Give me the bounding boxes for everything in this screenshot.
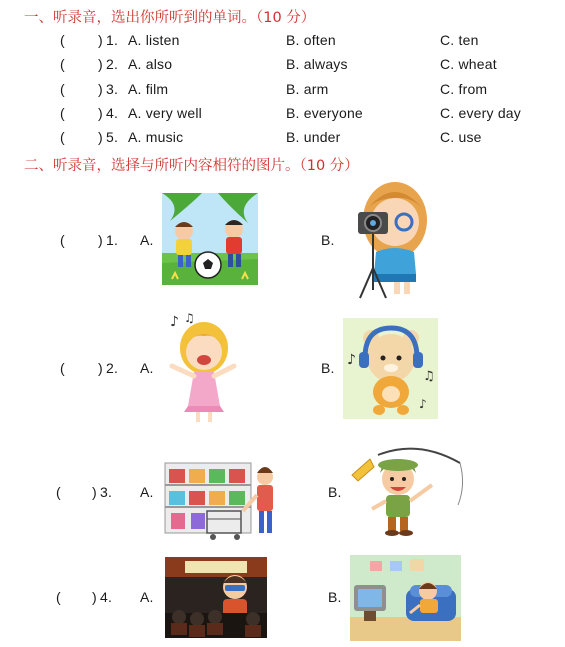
- option-a-label: A.: [140, 232, 154, 248]
- answer-bracket-open[interactable]: (: [60, 105, 65, 121]
- list-item: [0, 81, 565, 103]
- option-b-label: B.: [328, 589, 342, 605]
- list-item: [0, 32, 565, 54]
- list-item: [0, 129, 565, 151]
- cinema-audience-image[interactable]: [165, 557, 267, 638]
- option-b: B. everyone: [286, 105, 363, 121]
- item-number: 2.: [106, 360, 119, 376]
- answer-bracket-open[interactable]: (: [60, 56, 65, 72]
- list-item: [0, 105, 565, 127]
- answer-bracket-close: ): [98, 32, 103, 48]
- shopping-supermarket-image[interactable]: [161, 441, 282, 544]
- answer-bracket-open[interactable]: (: [60, 232, 65, 248]
- option-b: B. often: [286, 32, 336, 48]
- answer-bracket-close: ): [98, 232, 103, 248]
- section-2-title: 二、听录音，选择与所听内容相符的图片。（10 分）: [24, 158, 359, 174]
- option-a-label: A.: [140, 484, 154, 500]
- answer-bracket-open[interactable]: (: [60, 360, 65, 376]
- answer-bracket-close: ): [98, 56, 103, 72]
- bear-with-headphones-image[interactable]: [343, 318, 438, 419]
- girl-with-camera-image[interactable]: [350, 178, 436, 301]
- option-b: B. under: [286, 129, 341, 145]
- list-item: [0, 56, 565, 78]
- option-a: A. listen: [128, 32, 180, 48]
- item-number: 2.: [106, 56, 119, 72]
- item-number: 1.: [106, 32, 119, 48]
- svg-text:♫: ♫: [423, 369, 435, 384]
- svg-text:♪: ♪: [419, 397, 427, 411]
- option-a: A. music: [128, 129, 184, 145]
- option-c: C. from: [440, 81, 488, 97]
- svg-text:♫: ♫: [184, 311, 195, 325]
- option-c: C. use: [440, 129, 482, 145]
- item-number: 3.: [100, 484, 113, 500]
- answer-bracket-open[interactable]: (: [60, 81, 65, 97]
- option-a: A. very well: [128, 105, 202, 121]
- option-b-label: B.: [321, 232, 335, 248]
- svg-text:♪: ♪: [170, 314, 179, 330]
- item-number: 4.: [106, 105, 119, 121]
- item-number: 5.: [106, 129, 119, 145]
- answer-bracket-close: ): [98, 129, 103, 145]
- answer-bracket-open[interactable]: (: [56, 589, 61, 605]
- section-1-title: 一、听录音，选出你所听到的单词。（10 分）: [24, 10, 316, 26]
- answer-bracket-close: ): [98, 81, 103, 97]
- option-b: B. always: [286, 56, 348, 72]
- item-number: 1.: [106, 232, 119, 248]
- option-a-label: A.: [140, 589, 154, 605]
- option-c: C. every day: [440, 105, 521, 121]
- option-b-label: B.: [321, 360, 335, 376]
- option-a-label: A.: [140, 360, 154, 376]
- girl-singing-image[interactable]: [164, 310, 239, 424]
- answer-bracket-close: ): [92, 589, 97, 605]
- item-number: 4.: [100, 589, 113, 605]
- answer-bracket-close: ): [92, 484, 97, 500]
- option-c: C. wheat: [440, 56, 497, 72]
- option-b-label: B.: [328, 484, 342, 500]
- answer-bracket-open[interactable]: (: [56, 484, 61, 500]
- answer-bracket-close: ): [98, 360, 103, 376]
- kids-playing-football-image[interactable]: [162, 193, 258, 285]
- girl-watching-tv-image[interactable]: [350, 555, 461, 641]
- answer-bracket-open[interactable]: (: [60, 32, 65, 48]
- item-number: 3.: [106, 81, 119, 97]
- answer-bracket-close: ): [98, 105, 103, 121]
- svg-text:♪: ♪: [347, 352, 356, 368]
- option-a: A. also: [128, 56, 173, 72]
- answer-bracket-open[interactable]: (: [60, 129, 65, 145]
- option-a: A. film: [128, 81, 169, 97]
- option-b: B. arm: [286, 81, 329, 97]
- option-c: C. ten: [440, 32, 479, 48]
- boy-fishing-image[interactable]: [348, 445, 470, 537]
